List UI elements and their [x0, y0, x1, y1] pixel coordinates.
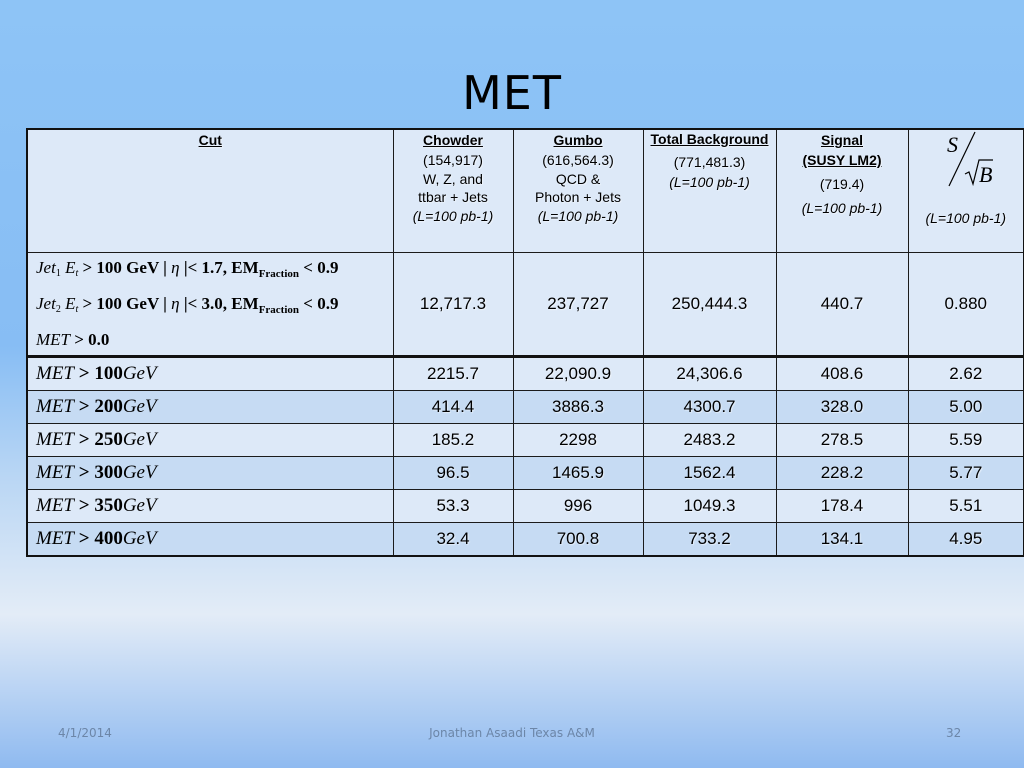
cell-total-background: 733.2: [643, 523, 776, 557]
header-row: [27, 129, 1024, 253]
footer-author: Jonathan Asaadi Texas A&M: [429, 726, 595, 740]
slide-title: MET: [462, 66, 562, 120]
cell-total-background: 4300.7: [643, 391, 776, 424]
cell-signal: 440.7: [776, 253, 908, 357]
cell-total-background: 250,444.3: [643, 253, 776, 357]
cell-chowder: 96.5: [393, 457, 513, 490]
table-row: [27, 457, 1024, 490]
cell-chowder: 12,717.3: [393, 253, 513, 357]
header-signal: Signal (SUSY LM2) (719.4) (L=100 pb-1): [776, 129, 908, 253]
cell-gumbo: 237,727: [513, 253, 643, 357]
cut-line-jet1: Jet$_1$ $E_t > 100$ GeV | η |< 1.7, $EM_{Fraction} < 0.9$: [36, 258, 339, 280]
base-cut-cell: [27, 253, 393, 357]
header-cut: Cut: [27, 129, 393, 253]
cell-gumbo: 1465.9: [513, 457, 643, 490]
cell-s-over-sqrt-b: 5.77: [908, 457, 1024, 490]
cell-signal: 408.6: [776, 357, 908, 391]
cell-signal: 134.1: [776, 523, 908, 557]
header-s-over-sqrt-b: S B (L=100 pb-1): [908, 129, 1024, 253]
table-row-base-cuts: [27, 253, 1024, 357]
cell-signal: 178.4: [776, 490, 908, 523]
cell-s-over-sqrt-b: 5.51: [908, 490, 1024, 523]
cell-s-over-sqrt-b: 4.95: [908, 523, 1024, 557]
met-cut-cell: MET > 250GeV: [27, 424, 393, 457]
cell-total-background: 24,306.6: [643, 357, 776, 391]
cell-total-background: 1049.3: [643, 490, 776, 523]
cell-signal: 278.5: [776, 424, 908, 457]
svg-text:S: S: [946, 132, 958, 157]
met-cut-cell: MET > 200GeV: [27, 391, 393, 424]
met-cut-cell: MET > 300GeV: [27, 457, 393, 490]
cell-chowder: 32.4: [393, 523, 513, 557]
met-cut-cell: MET > 100GeV: [27, 357, 393, 391]
cell-s-over-sqrt-b: 2.62: [908, 357, 1024, 391]
cell-chowder: 53.3: [393, 490, 513, 523]
table-row: [27, 523, 1024, 557]
met-cut-table: [26, 128, 1024, 557]
svg-text:B: B: [978, 162, 992, 187]
cell-chowder: 414.4: [393, 391, 513, 424]
cell-gumbo: 996: [513, 490, 643, 523]
cell-signal: 228.2: [776, 457, 908, 490]
header-total-background: Total Background (771,481.3) (L=100 pb-1): [643, 129, 776, 253]
cell-total-background: 2483.2: [643, 424, 776, 457]
cell-chowder: 185.2: [393, 424, 513, 457]
footer-page-number: 32: [946, 726, 962, 740]
footer-date: 4/1/2014: [58, 726, 112, 740]
met-cut-cell: MET > 400GeV: [27, 523, 393, 557]
table-row: [27, 357, 1024, 391]
met-cut-cell: MET > 350GeV: [27, 490, 393, 523]
fraction-slash-icon: [909, 130, 1024, 190]
cell-s-over-sqrt-b: 5.59: [908, 424, 1024, 457]
cell-gumbo: 700.8: [513, 523, 643, 557]
cell-s-over-sqrt-b: 5.00: [908, 391, 1024, 424]
cell-signal: 328.0: [776, 391, 908, 424]
cell-gumbo: 22,090.9: [513, 357, 643, 391]
cut-line-jet2: Jet$_2$ $E_t > 100$ GeV | η |< 3.0, $EM_{Fraction} < 0.9$: [36, 294, 339, 316]
table-row: [27, 424, 1024, 457]
cell-chowder: 2215.7: [393, 357, 513, 391]
table-row: [27, 490, 1024, 523]
cut-line-met: MET > 0.0: [36, 330, 110, 349]
header-gumbo: Gumbo (616,564.3) QCD & Photon + Jets (L=100 pb-1): [513, 129, 643, 253]
table-row: [27, 391, 1024, 424]
s-over-sqrt-b-formula: [909, 130, 1024, 190]
cell-s-over-sqrt-b: 0.880: [908, 253, 1024, 357]
cell-gumbo: 3886.3: [513, 391, 643, 424]
cell-total-background: 1562.4: [643, 457, 776, 490]
cell-gumbo: 2298: [513, 424, 643, 457]
header-chowder: Chowder (154,917) W, Z, and ttbar + Jets (L=100 pb-1): [393, 129, 513, 253]
